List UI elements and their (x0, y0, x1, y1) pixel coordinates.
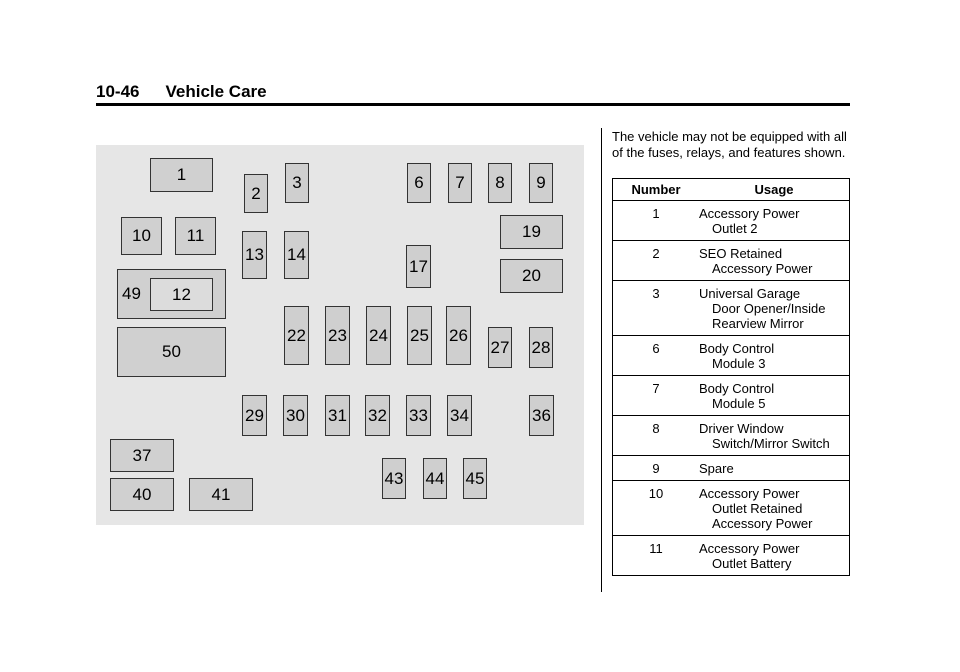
fuse-13: 13 (242, 231, 267, 279)
usage-line-1: Spare (699, 461, 734, 476)
usage-line-2: Outlet 2 (712, 221, 758, 236)
fuse-10: 10 (121, 217, 162, 255)
page-header (96, 82, 267, 102)
usage-line-2: Door Opener/Inside Rearview Mirror (712, 301, 826, 331)
col-number-header: Number (613, 179, 700, 201)
row-usage (699, 481, 850, 536)
row-number: 1 (613, 201, 700, 241)
fuse-30: 30 (283, 395, 308, 436)
fuse-19: 19 (500, 215, 563, 249)
header-rule (96, 103, 850, 106)
row-usage (699, 201, 850, 241)
fuse-29: 29 (242, 395, 267, 436)
column-divider (601, 128, 602, 592)
table-row (613, 416, 850, 456)
usage-line-2: Module 3 (712, 356, 766, 371)
fuse-22: 22 (284, 306, 309, 365)
usage-line-1: Body Control (699, 381, 775, 396)
fuse-50: 50 (117, 327, 226, 377)
table-header-row (613, 179, 850, 201)
row-number: 3 (613, 281, 700, 336)
fuse-37: 37 (110, 439, 174, 472)
fuse-49: 49 (117, 269, 226, 319)
fuse-20: 20 (500, 259, 563, 293)
intro-text: The vehicle may not be equipped with all of the fuses, relays, and features shown. (612, 129, 847, 160)
usage-line-2: Module 5 (712, 396, 766, 411)
row-usage (699, 416, 850, 456)
fuse-25: 25 (407, 306, 432, 365)
fuse-45: 45 (463, 458, 487, 499)
usage-line-1: Accessory Power (699, 486, 800, 501)
fuse-40: 40 (110, 478, 174, 511)
row-usage (699, 241, 850, 281)
fuse-11: 11 (175, 217, 216, 255)
table-row (613, 201, 850, 241)
row-usage (699, 456, 850, 481)
fuse-36: 36 (529, 395, 554, 436)
fuse-28: 28 (529, 327, 553, 368)
usage-line-2: Outlet Battery (712, 556, 792, 571)
row-number: 7 (613, 376, 700, 416)
fuse-block-diagram (96, 145, 584, 525)
fuse-6: 6 (407, 163, 431, 203)
fuse-2: 2 (244, 174, 268, 213)
page-number: 10-46 (96, 82, 140, 101)
fuse-1: 1 (150, 158, 213, 192)
row-usage (699, 336, 850, 376)
row-number: 6 (613, 336, 700, 376)
fuse-17: 17 (406, 245, 431, 288)
usage-line-2: Accessory Power (712, 261, 813, 276)
fuse-12: 12 (150, 278, 213, 311)
fuse-8: 8 (488, 163, 512, 203)
row-usage (699, 281, 850, 336)
usage-line-1: Accessory Power (699, 206, 800, 221)
row-number: 11 (613, 536, 700, 576)
table-row (613, 456, 850, 481)
fuse-9: 9 (529, 163, 553, 203)
row-number: 9 (613, 456, 700, 481)
usage-line-2: Outlet Retained Accessory Power (712, 501, 813, 531)
fuse-14: 14 (284, 231, 309, 279)
usage-line-1: Universal Garage (699, 286, 801, 301)
table-row (613, 376, 850, 416)
table-row (613, 536, 850, 576)
usage-line-1: Driver Window (699, 421, 784, 436)
fuse-44: 44 (423, 458, 447, 499)
fuse-7: 7 (448, 163, 472, 203)
fuse-23: 23 (325, 306, 350, 365)
table-row (613, 336, 850, 376)
fuse-31: 31 (325, 395, 350, 436)
row-usage (699, 536, 850, 576)
fuse-32: 32 (365, 395, 390, 436)
table-row (613, 241, 850, 281)
usage-line-1: Body Control (699, 341, 775, 356)
fuse-33: 33 (406, 395, 431, 436)
table-row (613, 481, 850, 536)
section-title: Vehicle Care (165, 82, 267, 101)
fuse-24: 24 (366, 306, 391, 365)
table-row (613, 281, 850, 336)
col-usage-header: Usage (699, 179, 850, 201)
row-number: 2 (613, 241, 700, 281)
usage-line-1: Accessory Power (699, 541, 800, 556)
fuse-usage-table (612, 178, 850, 576)
fuse-3: 3 (285, 163, 309, 203)
fuse-43: 43 (382, 458, 406, 499)
usage-line-1: SEO Retained (699, 246, 783, 261)
row-number: 10 (613, 481, 700, 536)
usage-line-2: Switch/Mirror Switch (712, 436, 830, 451)
row-usage (699, 376, 850, 416)
fuse-26: 26 (446, 306, 471, 365)
fuse-27: 27 (488, 327, 512, 368)
row-number: 8 (613, 416, 700, 456)
fuse-34: 34 (447, 395, 472, 436)
fuse-41: 41 (189, 478, 253, 511)
